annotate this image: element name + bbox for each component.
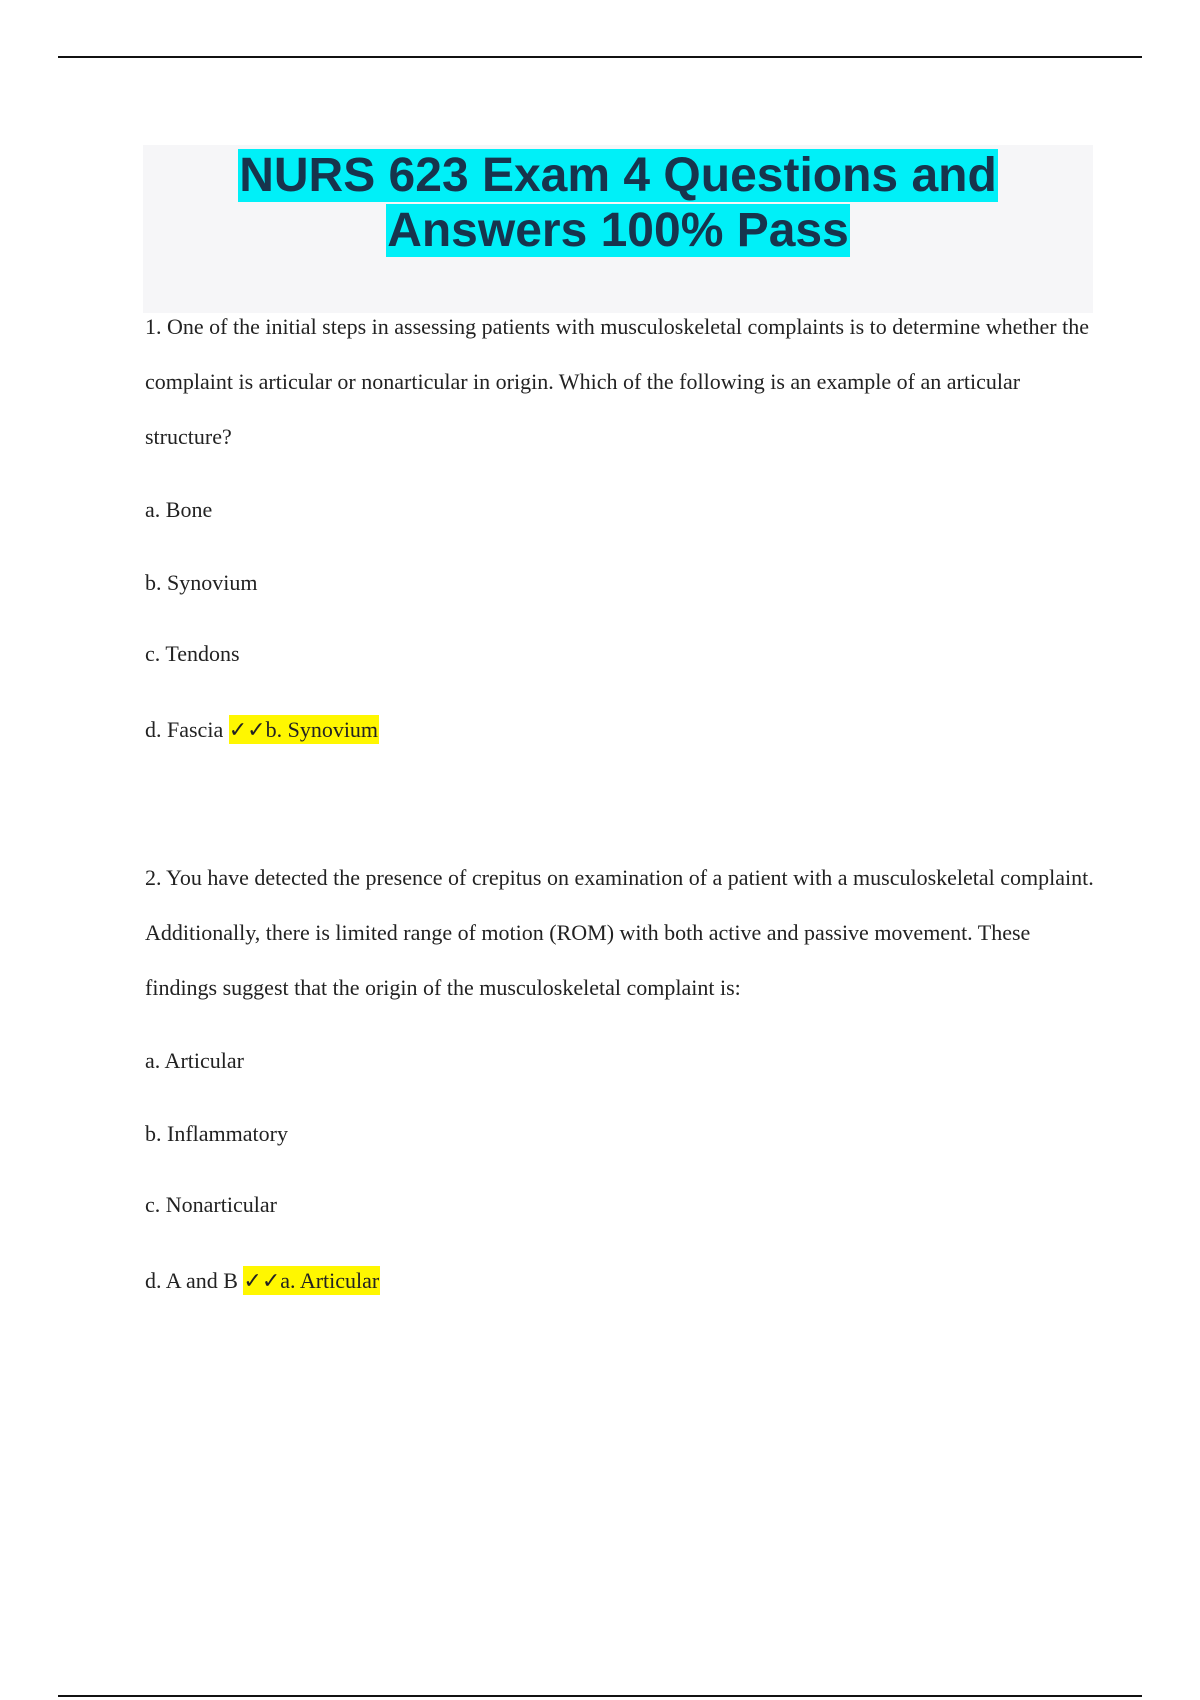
question-2-answer-text: a. Articular	[280, 1268, 380, 1293]
footer-rule	[58, 1695, 1142, 1697]
question-2-answer	[243, 1266, 380, 1295]
header-rule	[58, 56, 1142, 58]
question-2-option-d: d. A and B	[145, 1268, 238, 1293]
document-title-line-2: Answers 100% Pass	[387, 204, 849, 257]
question-1-answer-text: b. Synovium	[265, 717, 379, 742]
question-2-option-a: a. Articular	[145, 1048, 244, 1073]
question-1-option-d-line	[145, 717, 379, 743]
question-2-option-d-line	[145, 1268, 380, 1294]
document-title-line-1: NURS 623 Exam 4 Questions and	[239, 149, 997, 202]
question-2-option-c: c. Nonarticular	[145, 1192, 277, 1217]
question-2-text: 2. You have detected the presence of crepitus on examination of a patient with a musculoskeletal complaint. Additionally, there is limited range of motion (ROM) with both active and passive movement. These findings suggest that the origin of the musculoskeletal complaint is:	[145, 865, 1094, 1000]
checkmark-icon: ✓✓	[243, 1269, 281, 1294]
question-1-text: 1. One of the initial steps in assessing patients with musculoskeletal complaints is to determine whether the complaint is articular or nonarticular in origin. Which of the following is an example of an articular structure?	[145, 314, 1089, 449]
question-1-answer	[229, 715, 379, 744]
question-1-option-d: d. Fascia	[145, 717, 224, 742]
title-banner	[143, 145, 1093, 313]
question-2-option-b: b. Inflammatory	[145, 1121, 288, 1146]
question-1-option-a: a. Bone	[145, 497, 213, 522]
question-1-option-c: c. Tendons	[145, 641, 240, 666]
checkmark-icon: ✓✓	[228, 718, 266, 743]
question-1-option-b: b. Synovium	[145, 570, 258, 595]
